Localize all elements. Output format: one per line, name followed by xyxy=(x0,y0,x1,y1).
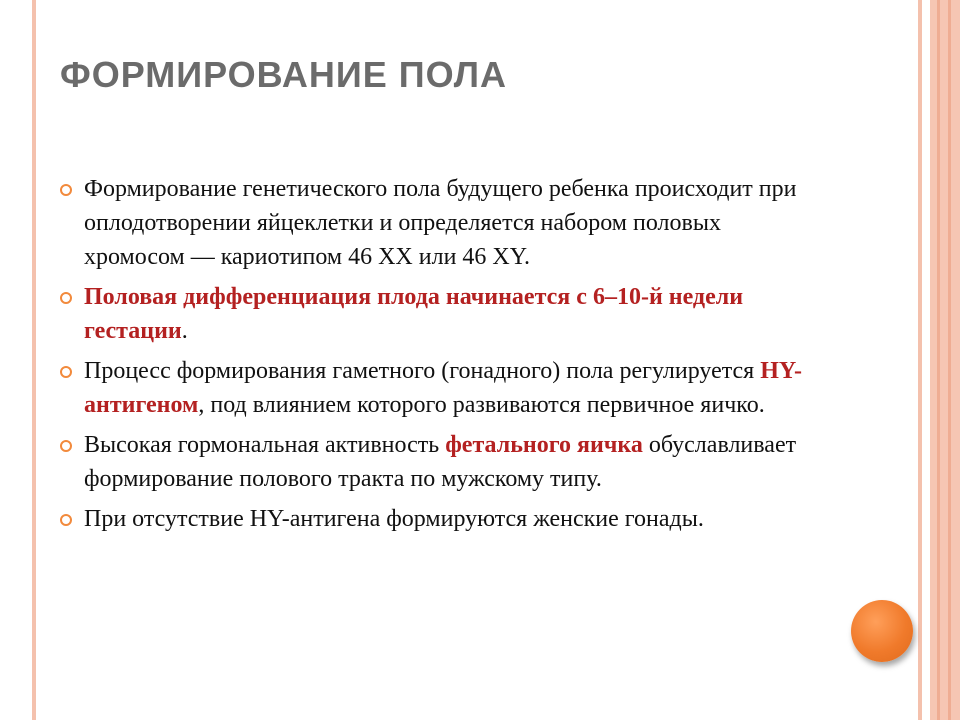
highlighted-text: фетального яичка xyxy=(445,432,643,458)
bullet-list xyxy=(60,172,820,542)
bullet-marker-icon xyxy=(60,440,72,452)
bullet-item xyxy=(60,502,820,536)
bullet-text: Формирование генетического пола будущего ребенка происходит при оплодотворении яйцеклетки и определяется набором половых хромосом — кариотипом 46 XX или 46 XY. xyxy=(84,176,797,270)
bullet-item xyxy=(60,172,820,274)
bullet-item xyxy=(60,354,820,422)
highlighted-text: HY-антигеном xyxy=(84,358,802,418)
bullet-item xyxy=(60,280,820,348)
bullet-marker-icon xyxy=(60,514,72,526)
bullet-text: , под влиянием которого развиваются первичное яичко. xyxy=(198,392,765,418)
right-border-line xyxy=(918,0,922,720)
bullet-text: Процесс формирования гаметного (гонадного) пола регулируется xyxy=(84,358,761,384)
bullet-item xyxy=(60,428,820,496)
highlighted-text: Половая дифференциация плода начинается с 6–10-й недели гестации xyxy=(84,284,744,344)
right-stripe-divider-1 xyxy=(937,0,940,720)
bullet-text: При отсутствие HY-антигена формируются женские гонады. xyxy=(84,506,704,532)
bullet-text: обуславливает формирование полового тракта по мужскому типу. xyxy=(84,432,797,492)
bullet-marker-icon xyxy=(60,366,72,378)
orange-circle-icon xyxy=(851,600,913,662)
bullet-text: Высокая гормональная активность xyxy=(84,432,446,458)
left-border-line xyxy=(32,0,36,720)
bullet-marker-icon xyxy=(60,184,72,196)
right-stripe-divider-2 xyxy=(948,0,951,720)
right-stripe-band xyxy=(930,0,960,720)
page-title: ФОРМИРОВАНИЕ ПОЛА xyxy=(60,54,507,95)
bullet-marker-icon xyxy=(60,292,72,304)
bullet-text: . xyxy=(181,318,188,344)
